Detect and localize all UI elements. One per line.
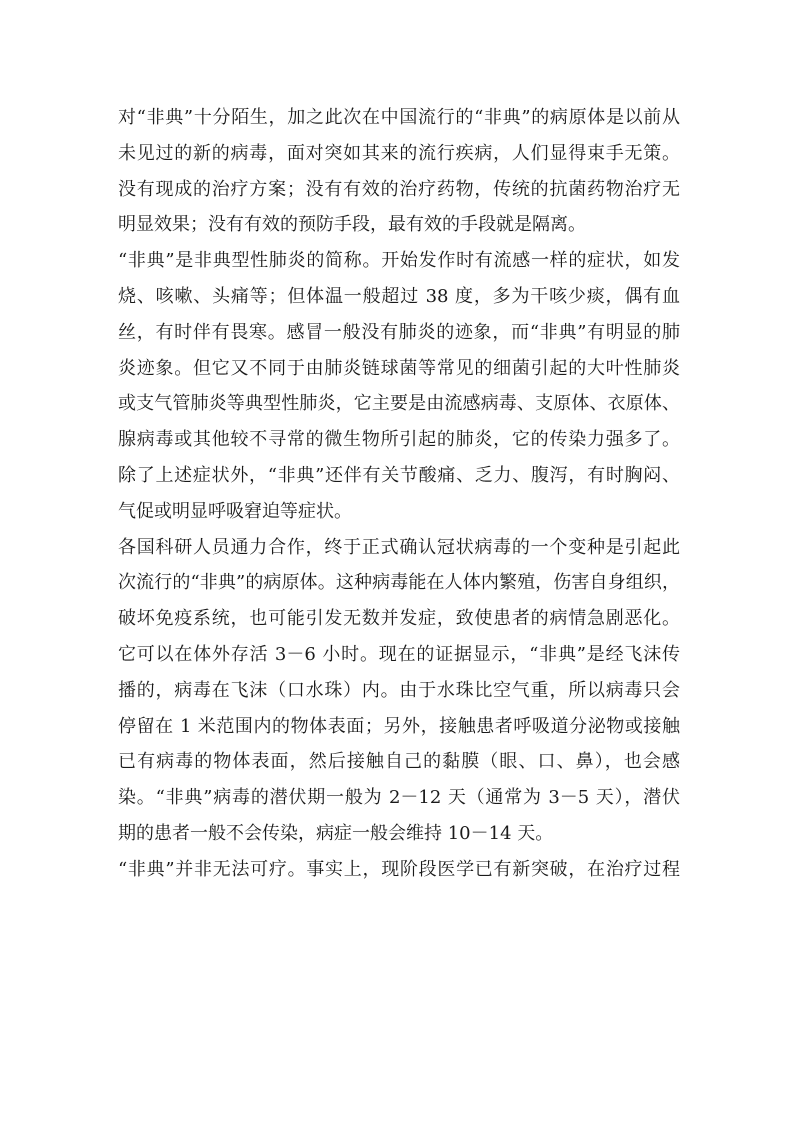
text-line-13: 各国科研人员通力合作，终于正式确认冠状病毒的一个变种是引起此 [118, 536, 680, 558]
text-line-15: 破坏免疫系统，也可能引发无数并发症，致使患者的病情急剧恶化。 [118, 608, 680, 630]
text-line-22: “非典”并非无法可疗。事实上，现阶段医学已有新突破，在治疗过程 [118, 858, 680, 880]
text-line-18: 停留在 1 米范围内的物体表面；另外，接触患者呼吸道分泌物或接触 [118, 715, 680, 737]
text-line-1: 对“非典”十分陌生，加之此次在中国流行的“非典”的病原体是以前从 [118, 107, 680, 128]
text-line-12: 气促或明显呼吸窘迫等症状。 [118, 500, 352, 522]
text-line-8: 炎迹象。但它又不同于由肺炎链球菌等常见的细菌引起的大叶性肺炎 [118, 357, 680, 379]
text-line-2: 未见过的新的病毒，面对突如其来的流行疾病，人们显得束手无策。 [118, 142, 680, 164]
text-line-11: 除了上述症状外，“非典”还伴有关节酸痛、乏力、腹泻，有时胸闷、 [118, 464, 680, 486]
text-line-20: 染。“非典”病毒的潜伏期一般为 2－12 天（通常为 3－5 天），潜伏 [118, 787, 680, 809]
text-line-19: 已有病毒的物体表面，然后接触自己的黏膜（眼、口、鼻），也会感 [118, 751, 680, 773]
text-line-10: 腺病毒或其他较不寻常的微生物所引起的肺炎，它的传染力强多了。 [118, 429, 680, 451]
text-line-4: 明显效果；没有有效的预防手段，最有效的手段就是隔离。 [118, 214, 586, 236]
text-line-9: 或支气管肺炎等典型性肺炎，它主要是由流感病毒、支原体、衣原体、 [118, 393, 680, 415]
document-body [118, 100, 680, 888]
text-line-3: 没有现成的治疗方案；没有有效的治疗药物，传统的抗菌药物治疗无 [118, 178, 680, 200]
text-line-6: 烧、咳嗽、头痛等；但体温一般超过 38 度，多为干咳少痰，偶有血 [118, 285, 680, 307]
text-line-17: 播的，病毒在飞沫（口水珠）内。由于水珠比空气重，所以病毒只会 [118, 679, 680, 701]
text-line-7: 丝，有时伴有畏寒。感冒一般没有肺炎的迹象，而“非典”有明显的肺 [118, 321, 680, 343]
text-line-16: 它可以在体外存活 3－6 小时。现在的证据显示，“非典”是经飞沫传 [118, 643, 680, 665]
text-line-14: 次流行的“非典”的病原体。这种病毒能在人体内繁殖，伤害自身组织， [118, 572, 680, 594]
text-line-21: 期的患者一般不会传染，病症一般会维持 10－14 天。 [118, 822, 554, 844]
text-line-5: “非典”是非典型性肺炎的简称。开始发作时有流感一样的症状，如发 [118, 250, 680, 272]
